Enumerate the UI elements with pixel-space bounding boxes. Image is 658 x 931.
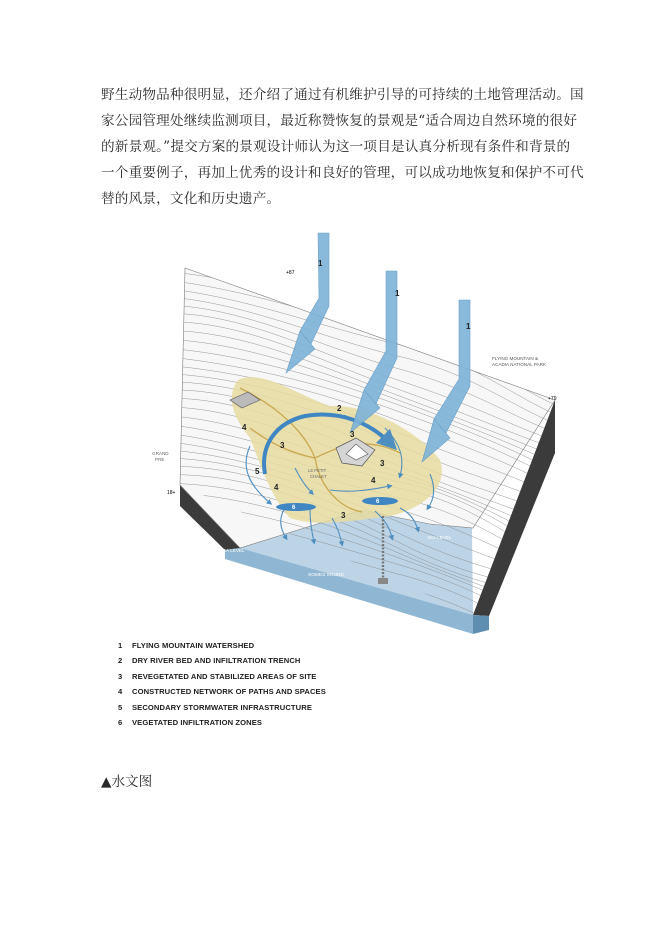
park-label: ACADIA NATIONAL PARK bbox=[492, 362, 547, 367]
marker-4: 4 bbox=[371, 476, 376, 485]
paragraph-line: 的新景观。”提交方案的景观设计师认为这一项目是认真分析现有条件和背景的 bbox=[101, 139, 571, 155]
legend-item bbox=[118, 641, 498, 656]
figure-caption: ▲水文图 bbox=[101, 774, 153, 790]
legend-item bbox=[118, 656, 498, 671]
sound-label: SOMES SOUND bbox=[308, 573, 344, 578]
grand-pre-label: GRAND bbox=[152, 451, 169, 456]
paragraph-line: 一个重要例子，再加上优秀的设计和良好的管理，可以成功地恢复和保护不可代 bbox=[101, 165, 584, 181]
legend-label: CONSTRUCTED NETWORK OF PATHS AND SPACES bbox=[132, 687, 326, 697]
marker-5: 5 bbox=[255, 467, 260, 476]
legend-label: REVEGETATED AND STABILIZED AREAS OF SITE bbox=[132, 671, 317, 681]
legend-label: DRY RIVER BED AND INFILTRATION TRENCH bbox=[132, 656, 301, 666]
sea-level-label: SEA LEVEL bbox=[220, 548, 245, 553]
legend-number: 6 bbox=[118, 717, 123, 727]
marker-2: 2 bbox=[337, 404, 342, 413]
marker-3: 3 bbox=[280, 441, 285, 450]
park-label: FLYING MOUNTAIN & bbox=[492, 356, 539, 361]
elevation-left-label: 18+ bbox=[167, 490, 176, 496]
legend-label: SECONDARY STORMWATER INFRASTRUCTURE bbox=[132, 702, 312, 712]
marker-3: 3 bbox=[341, 511, 346, 520]
infiltration-zone bbox=[276, 503, 316, 511]
legend-number: 1 bbox=[118, 641, 123, 650]
marker-6: 6 bbox=[376, 499, 380, 505]
diagram-legend bbox=[118, 641, 498, 733]
marker-4: 4 bbox=[274, 483, 279, 492]
legend-label: FLYING MOUNTAIN WATERSHED bbox=[132, 641, 255, 650]
legend-label: VEGETATED INFILTRATION ZONES bbox=[132, 717, 263, 727]
sea-level-label: SEA LEVEL bbox=[427, 535, 452, 540]
legend-item bbox=[118, 718, 498, 733]
marker-3: 3 bbox=[350, 430, 355, 439]
marker-1: 1 bbox=[318, 259, 323, 268]
chalet-label: CHALET bbox=[310, 474, 327, 479]
legend-item bbox=[118, 687, 498, 702]
paragraph-line: 野生动物品种很明显，还介绍了通过有机维护引导的可持续的土地管理活动。国 bbox=[101, 87, 584, 103]
marker-6: 6 bbox=[292, 505, 296, 511]
paragraph-line: 替的风景，文化和历史遗产。 bbox=[101, 191, 281, 207]
marker-1: 1 bbox=[395, 289, 400, 298]
hp-label: HP bbox=[340, 414, 347, 419]
legend-number: 4 bbox=[118, 687, 123, 697]
elevation-right-label: +79 bbox=[548, 396, 557, 402]
pier-head bbox=[378, 578, 388, 584]
legend-number: 5 bbox=[118, 702, 123, 712]
legend-item bbox=[118, 672, 498, 687]
hydrology-diagram bbox=[100, 228, 560, 648]
chalet-label: LE PETIT bbox=[308, 468, 327, 473]
legend-number: 3 bbox=[118, 671, 123, 681]
sea-right-face bbox=[473, 615, 489, 634]
legend-number: 2 bbox=[118, 656, 123, 666]
elevation-top-label: +87 bbox=[286, 270, 295, 276]
infiltration-zone bbox=[362, 497, 398, 505]
marker-1: 1 bbox=[466, 322, 471, 331]
marker-4: 4 bbox=[242, 423, 247, 432]
paragraph-line: 家公园管理处继续监测项目，最近称赞恢复的景观是“适合周边自然环境的很好 bbox=[101, 113, 578, 129]
marker-3: 3 bbox=[380, 459, 385, 468]
grand-pre-label: PRE bbox=[155, 457, 165, 462]
legend-item bbox=[118, 703, 498, 718]
article-paragraph bbox=[101, 82, 584, 212]
